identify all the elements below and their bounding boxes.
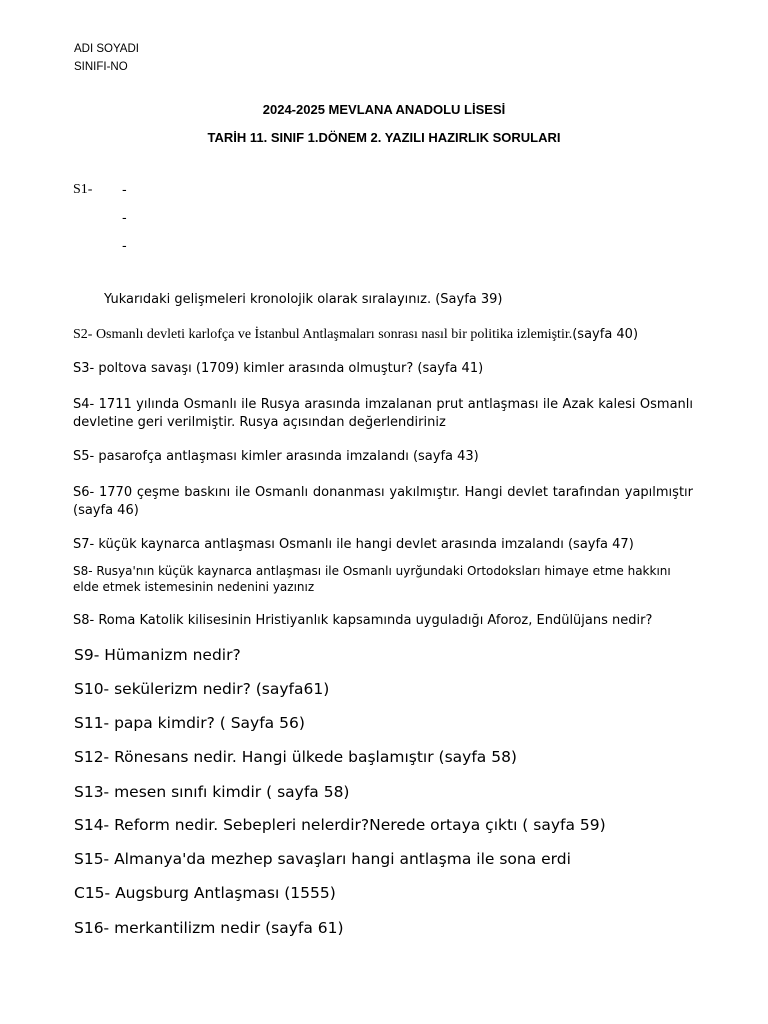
question-s12: S12- Rönesans nedir. Hangi ülkede başlamıştır (sayfa 58) (74, 748, 517, 766)
s1-bullet-3: - (122, 239, 127, 254)
question-s9: S9- Hümanizm nedir? (74, 646, 241, 664)
s1-bullet-2: - (122, 211, 127, 226)
question-s3: S3- poltova savaşı (1709) kimler arasında olmuştur? (sayfa 41) (73, 361, 484, 376)
question-s1-label: S1- (73, 182, 93, 197)
question-s7: S7- küçük kaynarca antlaşması Osmanlı ile hangi devlet arasında imzalandı (sayfa 47) (73, 537, 634, 552)
question-s13: S13- mesen sınıfı kimdir ( sayfa 58) (74, 783, 350, 801)
question-s11: S11- papa kimdir? ( Sayfa 56) (74, 714, 305, 732)
question-s14: S14- Reform nedir. Sebepleri nelerdir?Nerede ortaya çıktı ( sayfa 59) (74, 816, 606, 834)
question-s10: S10- sekülerizm nedir? (sayfa61) (74, 680, 330, 698)
question-s6: S6- 1770 çeşme baskını ile Osmanlı donanması yakılmıştır. Hangi devlet tarafından yapılmıştır (sayfa 46) (73, 485, 693, 518)
s1-instruction: Yukarıdaki gelişmeleri kronolojik olarak sıralayınız. (Sayfa 39) (104, 292, 503, 307)
s1-bullet-1: - (122, 183, 127, 198)
exam-title: TARİH 11. SINIF 1.DÖNEM 2. YAZILI HAZIRLIK SORULARI (207, 130, 561, 145)
name-label: ADI SOYADI (74, 43, 139, 55)
question-s16: S16- merkantilizm nedir (sayfa 61) (74, 919, 344, 937)
question-s2-ref: (sayfa 40) (572, 327, 639, 342)
question-s2 (73, 326, 638, 343)
question-s8-aforoz: S8- Roma Katolik kilisesinin Hristiyanlık kapsamında uyguladığı Aforoz, Endülüjans nedir? (73, 613, 653, 628)
question-s5: S5- pasarofça antlaşması kimler arasında imzalandı (sayfa 43) (73, 449, 479, 464)
answer-c15: C15- Augsburg Antlaşması (1555) (74, 884, 336, 902)
school-title: 2024-2025 MEVLANA ANADOLU LİSESİ (262, 102, 506, 117)
question-s8-ortodoks: S8- Rusya'nın küçük kaynarca antlaşması ile Osmanlı uyrğundaki Ortodoksları himaye etme hakkını elde etmek istemesinin nedenini yazınız (73, 564, 671, 594)
question-s2-text: S2- Osmanlı devleti karlofça ve İstanbul Antlaşmaları sonrası nasıl bir politika izlemiştir. (73, 327, 573, 342)
question-s15: S15- Almanya'da mezhep savaşları hangi antlaşma ile sona erdi (74, 850, 571, 868)
class-label: SINIFI-NO (74, 61, 128, 73)
question-s4: S4- 1711 yılında Osmanlı ile Rusya arasında imzalanan prut antlaşması ile Azak kalesi Osmanlı devletine geri verilmiştir. Rusya açısından değerlendiriniz (73, 397, 693, 430)
